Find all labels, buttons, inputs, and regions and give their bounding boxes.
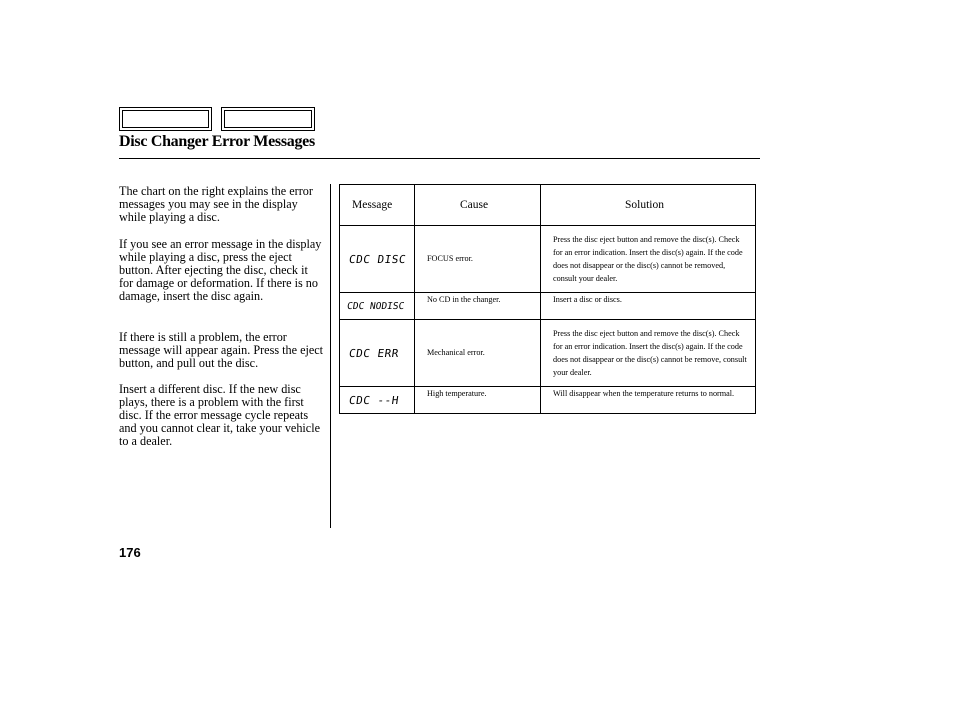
lcd-message: CDC NODISC <box>346 300 405 312</box>
page-number: 176 <box>119 545 141 560</box>
solution-text: Press the disc eject button and remove the disc(s). Check for an error indication. Insert the disc(s) again. If the code does not disappear or the disc(s) cannot be remove, consult your dealer. <box>553 328 747 378</box>
intro-paragraph-1: The chart on the right explains the error messages you may see in the display while playing a disc. <box>119 184 313 225</box>
message-cell <box>340 226 415 293</box>
solution-cell <box>541 387 756 414</box>
error-messages-table <box>339 184 756 414</box>
solution-text: Will disappear when the temperature returns to normal. <box>553 389 735 398</box>
column-divider <box>330 184 331 528</box>
table-row <box>340 387 756 414</box>
cause-text: FOCUS error. <box>427 254 473 264</box>
intro-paragraph-2: If you see an error message in the display while playing a disc, press the eject button. After ejecting the disc, check it for damage or deformation. If there is no damage, insert the disc again. <box>119 237 322 304</box>
page-title: Disc Changer Error Messages <box>119 133 315 150</box>
message-cell <box>340 293 415 320</box>
cause-text: High temperature. <box>427 389 487 398</box>
lcd-message: CDC --H <box>348 393 400 407</box>
cause-cell <box>415 226 541 293</box>
solution-text: Press the disc eject button and remove the disc(s). Check for an error indication. Insert the disc(s) again. If the code does not disappear or the disc(s) cannot be removed, consult your dealer. <box>553 234 743 284</box>
cause-cell <box>415 293 541 320</box>
header-message: Message <box>340 185 415 226</box>
solution-text: Insert a disc or discs. <box>553 295 622 304</box>
lcd-message: CDC ERR <box>348 346 400 360</box>
table-row <box>340 320 756 387</box>
message-cell <box>340 320 415 387</box>
message-cell <box>340 387 415 414</box>
header-tab-box-left <box>119 107 212 131</box>
solution-cell <box>541 293 756 320</box>
cause-cell <box>415 320 541 387</box>
table-row <box>340 226 756 293</box>
solution-cell <box>541 226 756 293</box>
lcd-message: CDC DISC <box>348 252 407 266</box>
header-tab-box-right <box>221 107 315 131</box>
title-divider <box>119 158 760 159</box>
intro-paragraph-3: If there is still a problem, the error message will appear again. Press the eject button, and pull out the disc. <box>119 330 324 371</box>
header-cause: Cause <box>415 185 541 226</box>
table-header-row <box>340 185 756 226</box>
header-solution: Solution <box>541 185 756 226</box>
intro-paragraph-4: Insert a different disc. If the new disc plays, there is a problem with the first disc. If the error message cycle repeats and you cannot clear it, take your vehicle to a dealer. <box>119 382 321 449</box>
cause-text: No CD in the changer. <box>427 295 501 304</box>
solution-cell <box>541 320 756 387</box>
cause-text: Mechanical error. <box>427 348 485 358</box>
cause-cell <box>415 387 541 414</box>
table-row <box>340 293 756 320</box>
